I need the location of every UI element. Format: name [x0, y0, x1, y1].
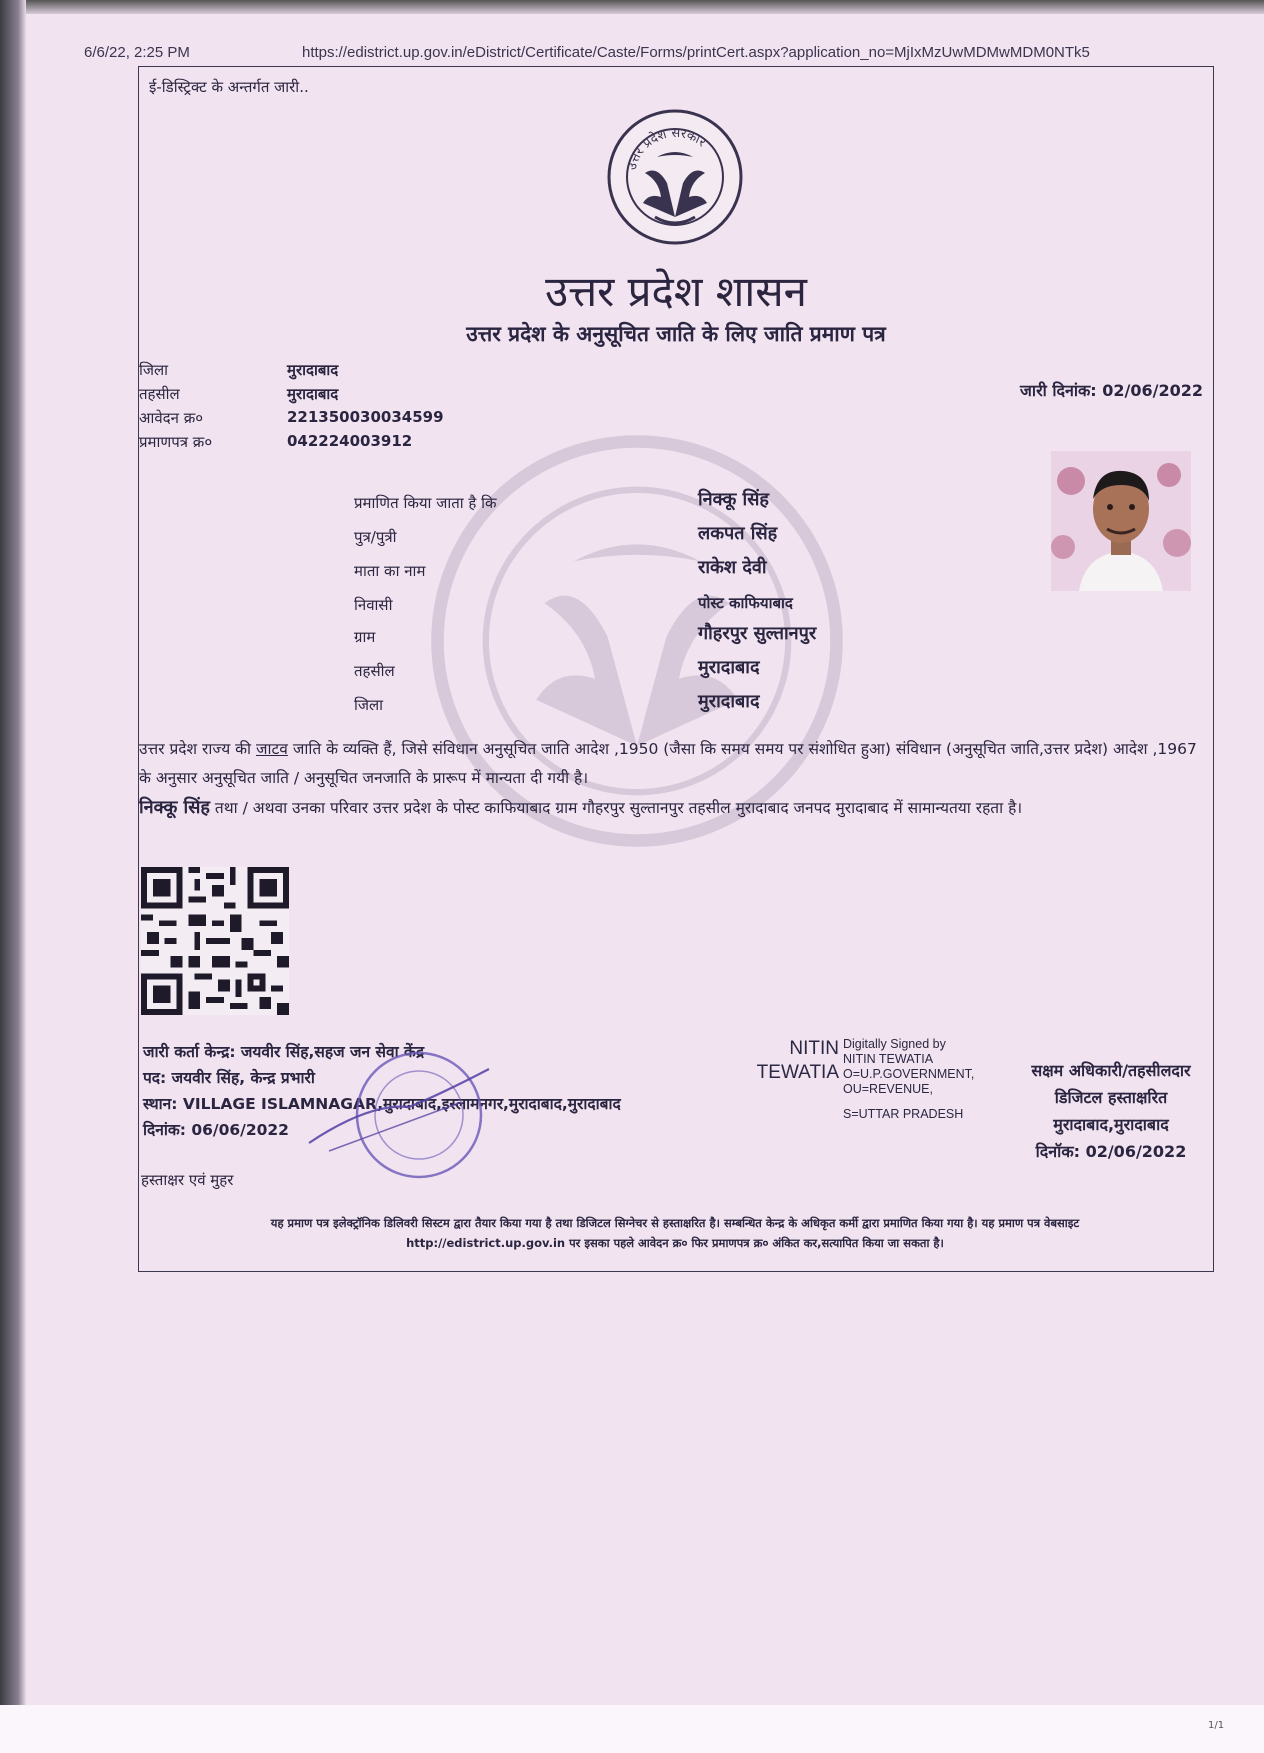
certificate-title: उत्तर प्रदेश के अनुसूचित जाति के लिए जाति प्रमाण पत्र: [466, 321, 886, 346]
government-heading: उत्तर प्रदेश शासन: [545, 267, 807, 316]
field-label: निवासी: [354, 596, 393, 614]
certificate-meta: [139, 360, 444, 456]
authority-title: सक्षम अधिकारी/तहसीलदार: [1031, 1061, 1191, 1080]
meta-value: मुरादाबाद: [287, 361, 339, 379]
signature-line: O=U.P.GOVERNMENT,: [843, 1067, 975, 1081]
caste-name: जाटव: [255, 740, 288, 758]
signature-line: OU=REVENUE,: [843, 1082, 933, 1096]
meta-value: 042224003912: [287, 432, 413, 450]
field-value: पोस्ट काफियाबाद: [698, 594, 793, 612]
field-label: पुत्र/पुत्री: [354, 528, 397, 546]
field-value: मुरादाबाद: [698, 691, 760, 712]
print-timestamp: 6/6/22, 2:25 PM: [84, 44, 190, 61]
field-row: [354, 621, 914, 651]
certificate-statement: [139, 735, 1211, 823]
statement-part: जाति के व्यक्ति हैं, जिसे संविधान अनुसूचित जाति आदेश ,1950 (जैसा कि समय समय पर संशोधित हुआ) संविधान (अनुसूचित जाति,उत्तर प्रदेश) आदेश ,1967 के अनुसार अनुसूचित जाति / अनुसूचित जनजाति के प्रारूप में मान्यता दी गयी है।: [139, 740, 1197, 787]
field-row: [354, 655, 914, 685]
footer-line: http://edistrict.up.gov.in पर इसका पहले आवेदन क्र० फिर प्रमाणपत्र क्र० अंकित कर,सत्यापित किया जा सकता है।: [406, 1236, 944, 1250]
verification-footer: [139, 1213, 1211, 1253]
field-value: राकेश देवी: [698, 557, 767, 578]
up-government-emblem-icon: [605, 107, 745, 247]
field-label: ग्राम: [354, 628, 376, 646]
signature-details: [843, 1037, 974, 1097]
authority-place: मुरादाबाद,मुरादाबाद: [1053, 1115, 1169, 1134]
field-row: [354, 555, 914, 585]
field-row: [354, 487, 914, 517]
certificate-frame: [138, 66, 1214, 1272]
issue-date: [1020, 379, 1203, 401]
meta-row-district: [139, 360, 444, 384]
resident-name: निक्कू सिंह: [139, 797, 210, 818]
statement-part: तथा / अथवा उनका परिवार उत्तर प्रदेश के पोस्ट काफियाबाद ग्राम गौहरपुर सुल्तानपुर तहसील मुरादाबाद जनपद मुरादाबाद में सामान्यतया रहता है।: [214, 799, 1023, 817]
authority-date: दिनॉक: 02/06/2022: [1035, 1142, 1187, 1161]
signature-and-seal-label: हस्ताक्षर एवं मुहर: [141, 1171, 234, 1189]
meta-value: 221350030034599: [287, 408, 444, 426]
issuer-date-line: दिनांक: 06/06/2022: [143, 1121, 289, 1139]
signature-line: NITIN TEWATIA: [843, 1052, 934, 1066]
issuer-place-line: स्थान: VILLAGE ISLAMNAGAR,मुरादाबाद,इस्लामनगर,मुरादाबाद,मुरादाबाद: [143, 1095, 621, 1113]
field-label: प्रमाणित किया जाता है कि: [354, 494, 497, 512]
field-value: निक्कू सिंह: [698, 489, 769, 510]
statement-part: उत्तर प्रदेश राज्य की: [139, 740, 252, 758]
meta-row-tehsil: [139, 384, 444, 408]
scan-top-shadow: [0, 0, 1264, 14]
svg-text:उत्तर प्रदेश सरकार: उत्तर प्रदेश सरकार: [624, 125, 709, 172]
field-value: मुरादाबाद: [698, 657, 760, 678]
print-url: https://edistrict.up.gov.in/eDistrict/Certificate/Caste/Forms/printCert.aspx?application_no=MjIxMzUwMDMwMDM0NTk5: [302, 44, 1090, 61]
field-label: तहसील: [354, 662, 395, 680]
qr-code: [141, 867, 289, 1015]
meta-label: प्रमाणपत्र क्र०: [139, 433, 213, 451]
signer-name: [735, 1037, 839, 1085]
meta-label: आवेदन क्र०: [139, 409, 204, 427]
field-row: [354, 521, 914, 551]
signature-line: Digitally Signed by: [843, 1037, 946, 1051]
competent-authority: [1013, 1057, 1209, 1165]
authority-signed-note: डिजिटल हस्ताक्षरित: [1054, 1088, 1168, 1107]
signature-state: S=UTTAR PRADESH: [843, 1107, 964, 1121]
issued-under-note: ई-डिस्ट्रिक्ट के अन्तर्गत जारी..: [149, 78, 309, 96]
meta-value: मुरादाबाद: [287, 385, 339, 403]
meta-label: तहसील: [139, 385, 180, 403]
page-marker: 1/1: [1208, 1720, 1225, 1731]
field-value: गौहरपुर सुल्तानपुर: [698, 623, 817, 644]
issuer-designation-line: पद: जयवीर सिंह, केन्द्र प्रभारी: [143, 1069, 315, 1087]
issue-date-value: 02/06/2022: [1102, 381, 1203, 400]
scan-bottom-band: [0, 1705, 1264, 1753]
center-stamp-icon: [289, 1033, 519, 1183]
signer-last-name: TEWATIA: [756, 1062, 839, 1083]
field-label: माता का नाम: [354, 562, 426, 580]
meta-row-certificate-no: [139, 432, 444, 456]
issuer-center-line: जारी कर्ता केन्द्र: जयवीर सिंह,सहज जन सेवा केंद्र: [143, 1043, 425, 1061]
applicant-photo: [1051, 451, 1191, 591]
meta-label: जिला: [139, 361, 169, 379]
field-row: [354, 689, 914, 719]
footer-line: यह प्रमाण पत्र इलेक्ट्रॉनिक डिलिवरी सिस्टम द्वारा तैयार किया गया है तथा डिजिटल सिग्नेचर से हस्ताक्षरित है। सम्बन्धित केन्द्र के अधिकृत कर्मी द्वारा प्रमाणित किया गया है। यह प्रमाण पत्र वेबसाइट: [270, 1216, 1080, 1230]
field-row: [354, 589, 914, 619]
field-value: लकपत सिंह: [698, 523, 778, 544]
signer-first-name: NITIN: [789, 1038, 839, 1059]
meta-row-application-no: [139, 408, 444, 432]
scan-left-shadow: [0, 0, 26, 1753]
field-label: जिला: [354, 696, 384, 714]
issue-date-label: जारी दिनांक:: [1020, 381, 1097, 400]
